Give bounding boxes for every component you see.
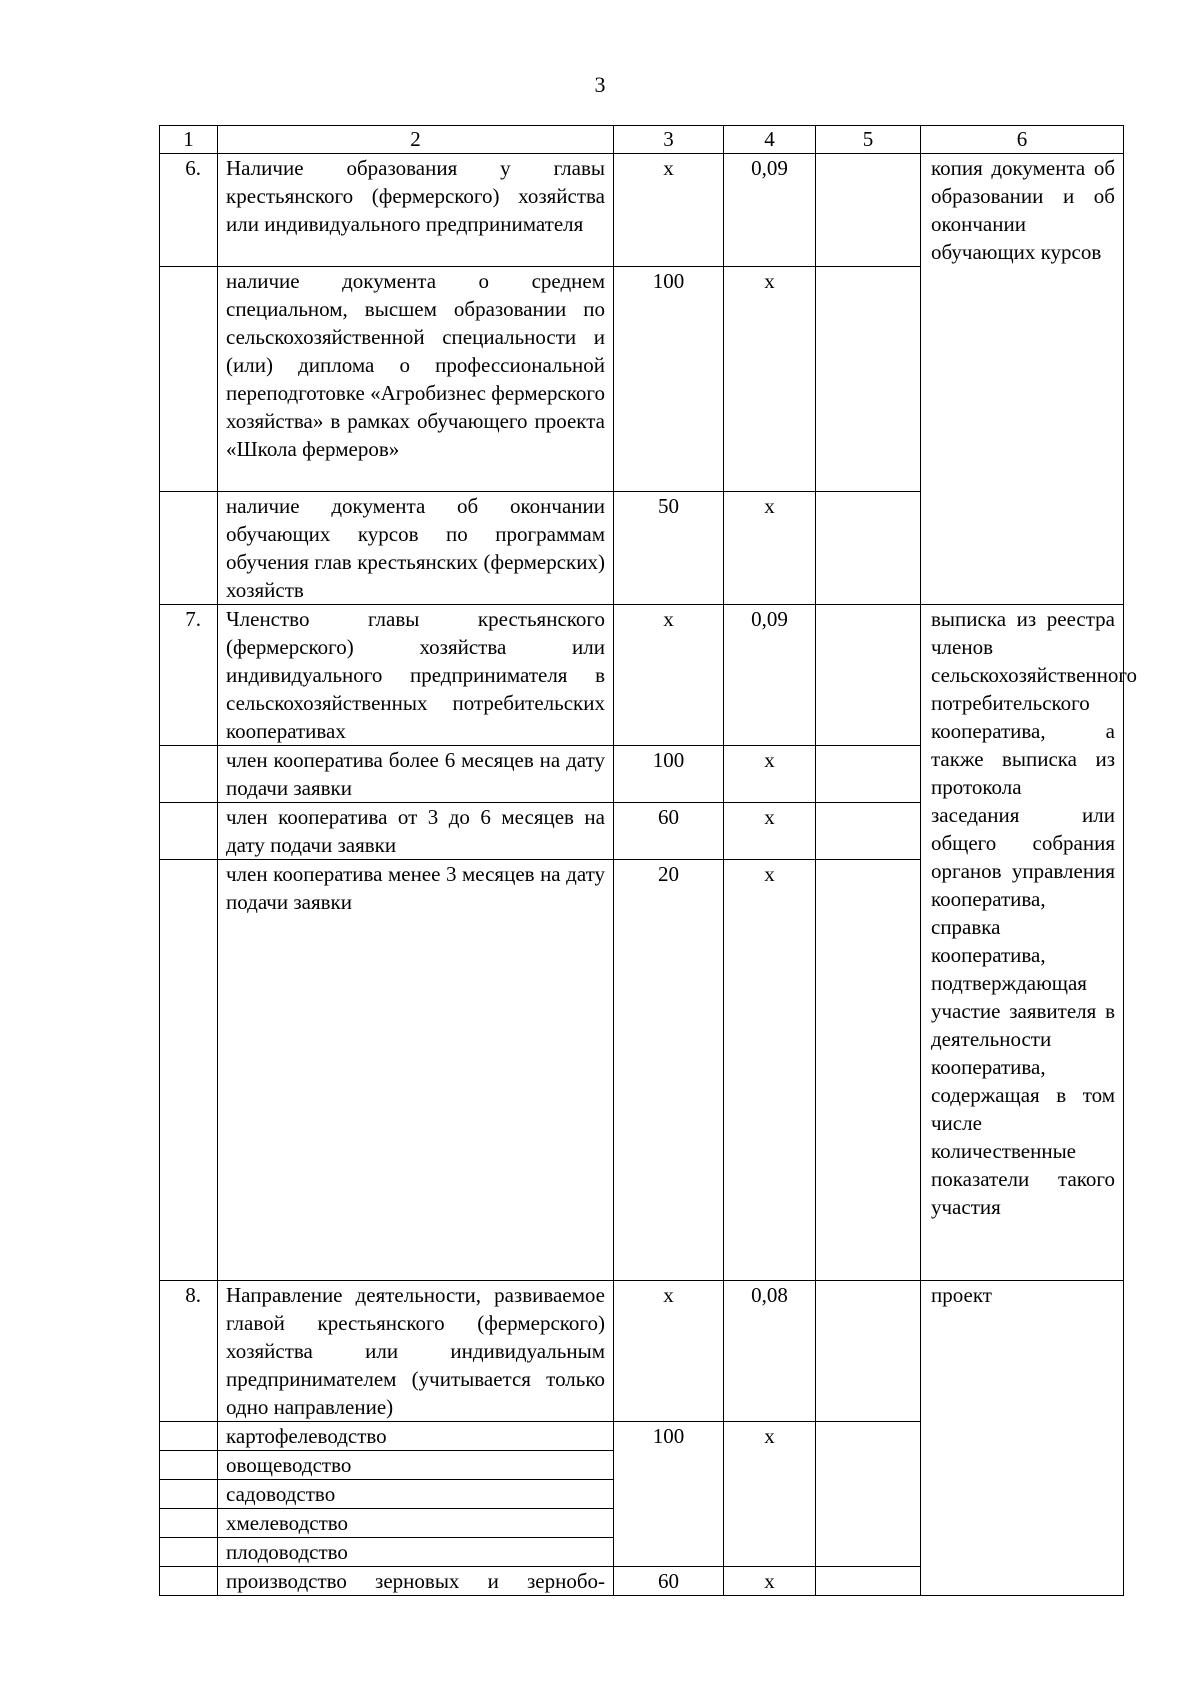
- criterion-title: Наличие образования у главы крестьянского (фермерского) хозяйства или индивидуального предпринимателя: [218, 154, 614, 267]
- empty-cell: [816, 154, 921, 267]
- direction-item: картофелеводство: [218, 1422, 614, 1451]
- document-requirement: выписка из реестра членов сельскохозяйственного потребительского кооператива, а также выписка из протокола заседания или общего собрания органов управления кооператива, справка кооператива, подтверждающая участие заявителя в деятельности кооператива, содержащая в том числе количественные показатели такого участия: [921, 605, 1124, 1281]
- empty-cell: [816, 860, 921, 1281]
- empty-cell: [160, 267, 218, 492]
- page-number: 3: [594, 72, 606, 97]
- empty-cell: [816, 1567, 921, 1596]
- direction-item: производство зерновых и зернобо-: [218, 1567, 614, 1596]
- score-cell: х: [614, 1281, 724, 1422]
- score-cell: х: [614, 605, 724, 746]
- criterion-option: наличие документа о среднем специальном, высшем образовании по сельскохозяйственной специальности и (или) диплома о профессиональной переподготовке «Агробизнес фермерского хозяйства» в рамках обучающего проекта «Школа фермеров»: [218, 267, 614, 492]
- empty-cell: [816, 605, 921, 746]
- criterion-option: член кооператива более 6 месяцев на дату подачи заявки: [218, 746, 614, 803]
- direction-item: садоводство: [218, 1480, 614, 1509]
- direction-item: овощеводство: [218, 1451, 614, 1480]
- empty-cell: [160, 860, 218, 1281]
- weight-cell: х: [724, 1567, 816, 1596]
- weight-cell: х: [724, 1422, 816, 1567]
- header-cell: 3: [614, 126, 724, 154]
- empty-cell: [816, 267, 921, 492]
- header-cell: 5: [816, 126, 921, 154]
- header-cell: 2: [218, 126, 614, 154]
- criterion-title: Членство главы крестьянского (фермерского) хозяйства или индивидуального предпринимателя в сельскохозяйственных потребительских кооперативах: [218, 605, 614, 746]
- empty-cell: [816, 1281, 921, 1422]
- row-number: 8.: [160, 1281, 218, 1422]
- document-requirement: копия документа об образовании и об окончании обучающих курсов: [921, 154, 1124, 605]
- header-cell: 1: [160, 126, 218, 154]
- empty-cell: [816, 803, 921, 860]
- table-header-row: [160, 126, 1124, 154]
- document-requirement: проект: [921, 1281, 1124, 1596]
- score-cell: 20: [614, 860, 724, 1281]
- criterion-title: Направление деятельности, развиваемое главой крестьянского (фермерского) хозяйства или индивидуальным предпринимателем (учитывается только одно направление): [218, 1281, 614, 1422]
- empty-cell: [160, 803, 218, 860]
- header-cell: 4: [724, 126, 816, 154]
- empty-cell: [160, 1451, 218, 1480]
- weight-cell: 0,09: [724, 605, 816, 746]
- empty-cell: [816, 492, 921, 605]
- score-cell: 100: [614, 267, 724, 492]
- empty-cell: [816, 746, 921, 803]
- weight-cell: х: [724, 492, 816, 605]
- score-cell: 60: [614, 803, 724, 860]
- weight-cell: х: [724, 860, 816, 1281]
- score-cell: 50: [614, 492, 724, 605]
- criterion-option: член кооператива от 3 до 6 месяцев на дату подачи заявки: [218, 803, 614, 860]
- table-row: [160, 1281, 1124, 1422]
- empty-cell: [816, 1422, 921, 1567]
- criterion-option: наличие документа об окончании обучающих курсов по программам обучения глав крестьянских (фермерских) хозяйств: [218, 492, 614, 605]
- score-cell: 60: [614, 1567, 724, 1596]
- table-row: [160, 605, 1124, 746]
- direction-item: хмелеводство: [218, 1509, 614, 1538]
- empty-cell: [160, 1538, 218, 1567]
- score-cell: 100: [614, 1422, 724, 1567]
- empty-cell: [160, 746, 218, 803]
- direction-item: плодоводство: [218, 1538, 614, 1567]
- row-number: 6.: [160, 154, 218, 267]
- empty-cell: [160, 1422, 218, 1451]
- empty-cell: [160, 492, 218, 605]
- header-cell: 6: [921, 126, 1124, 154]
- criteria-table: [159, 125, 1137, 1596]
- empty-cell: [160, 1480, 218, 1509]
- weight-cell: 0,09: [724, 154, 816, 267]
- weight-cell: 0,08: [724, 1281, 816, 1422]
- empty-cell: [160, 1509, 218, 1538]
- weight-cell: х: [724, 267, 816, 492]
- weight-cell: х: [724, 803, 816, 860]
- row-number: 7.: [160, 605, 218, 746]
- weight-cell: х: [724, 746, 816, 803]
- score-cell: х: [614, 154, 724, 267]
- empty-cell: [160, 1567, 218, 1596]
- table-row: [160, 154, 1124, 267]
- criterion-option: член кооператива менее 3 месяцев на дату подачи заявки: [218, 860, 614, 1281]
- score-cell: 100: [614, 746, 724, 803]
